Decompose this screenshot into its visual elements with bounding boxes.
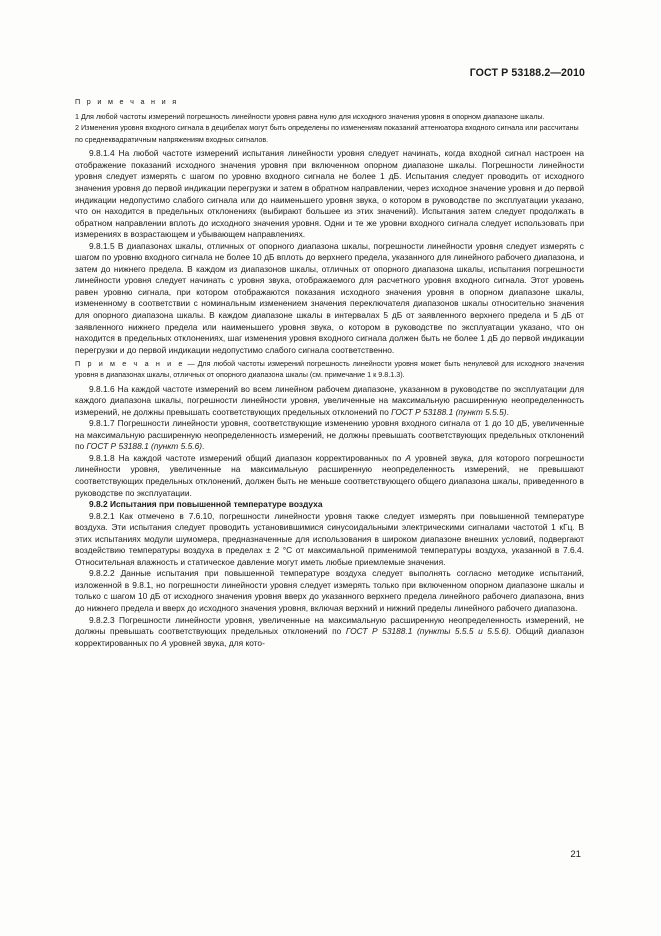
standard-reference: ГОСТ Р 53188.1 xyxy=(391,406,454,417)
clause-9-8-1-8 xyxy=(75,453,584,499)
sentence-end: . xyxy=(506,406,509,417)
section-heading-9-8-2: 9.8.2 Испытания при повышенной температуре воздуха xyxy=(89,499,323,510)
standard-header: ГОСТ Р 53188.2—2010 xyxy=(469,67,585,79)
note-item-2: 2 Изменения уровня входного сигнала в децибелах могут быть определены по изменениям показаний аттенюатора входного сигнала или рассчитаны по среднеквадратичным напряжениям входных сигналов. xyxy=(75,123,579,144)
clause-9-8-2-1: 9.8.2.1 Как отмечено в 7.6.10, погрешности линейности уровня также следует измерять при повышенной температуре воздуха. Эти испытания следует проводить установившимися синусоидальными электрическими сигналами частотой 1 кГц. В этих испытаниях модули шумомера, предназначенные для использования в широком диапазоне внешних условий, подвергают воздействию температуры воздуха в пределах ± 2 °С от максимальной применимой температуры воздуха, указанной в 7.6.4. Относительная влажность и статическое давление могут иметь любые приемлемые значения. xyxy=(75,510,584,567)
standard-reference: ГОСТ Р 53188.1 xyxy=(345,626,413,637)
clause-reference: (пункт 5.5.5) xyxy=(453,406,507,417)
weighting-letter: А xyxy=(161,637,167,648)
page-number: 21 xyxy=(570,849,581,860)
clause-9-8-1-4: 9.8.1.4 На любой частоте измерений испытания линейности уровня следует начинать, когда входной сигнал настроен на отображение показаний исходного значения уровня при включенном опорном диапазоне шкалы. Погрешности линейности уровня следует измерять с шагом по уровню входного сигнала не более 1 дБ. Испытания следует проводить от исходного значения уровня до первой индикации перегрузки и затем в обратном направлении, через исходное значение уровня и до первой индикации недопустимо слабого сигнала или до наименьшего уровня звука, о котором в руководстве по эксплуатации указано, что он находится в предельных отклонениях (выбирают большее из этих значений). Испытания затем следует продолжать в обратном направлении вплоть до исходного значения уровня. Одни и те же уровни входного сигнала следует использовать при измерениях в возрастающем и убывающем направлениях. xyxy=(75,148,584,240)
notes-title: П р и м е ч а н и я xyxy=(75,97,179,106)
clause-9-8-1-6-text: 9.8.1.6 На каждой частоте измерений во всем линейном рабочем диапазоне, указанном в руководстве по эксплуатации для каждого диапазона шкалы, погрешности линейности уровня, увеличенные на максимальную расширенную неопределенность измерений, не должны превышать соответствующих предельных отклонений по xyxy=(75,383,584,417)
clause-9-8-1-5: 9.8.1.5 В диапазонах шкалы, отличных от опорного диапазона шкалы, погрешности линейности уровня следует измерять с шагом по уровню входного сигнала не более 10 дБ вплоть до верхнего предела, указанного для линейного рабочего диапазона, и затем до нижнего предела. В каждом из диапазонов шкалы, отличных от опорного диапазона шкалы, испытания погрешности линейности уровня следует начинать с уровня звука, отображаемого для расчетного уровня входного сигнала. Этот уровень равен уровню сигнала, при котором отображаются показания исходного значения уровня в опорном диапазоне шкалы, измененному в соответствии с номинальным изменением значения переключателя диапазонов шкалы относительно значения для опорного диапазона шкалы. В каждом диапазоне шкалы в интервалах 5 дБ от заявленного верхнего предела и 5 дБ от заявленного нижнего предела или наименьшего уровня звука, о котором в руководстве по эксплуатации указано, что он находится в предельных отклонениях, шаг изменения уровня входного сигнала должен быть не более 1 дБ до первой индикации перегрузки и до первой индикации недопустимо слабого сигнала соответственно. xyxy=(75,240,584,355)
clause-9-8-1-7 xyxy=(75,418,584,453)
clause-reference: (пункт 5.5.6) xyxy=(148,441,203,452)
clause-9-8-1-8-text: 9.8.1.8 На каждой частоте измерений общий диапазон корректированных по xyxy=(89,452,406,463)
clause-9-8-2-3-text-end: уровней звука, для кото- xyxy=(166,637,265,648)
clause-9-8-2-3-text: 9.8.2.3 Погрешности линейности уровня, увеличенные на максимальную расширенную неопределенность измерений, не должны превышать соответствующих предельных отклонений по xyxy=(75,614,584,637)
note-mid-label: П р и м е ч а н и е xyxy=(75,359,185,369)
weighting-letter: А xyxy=(405,452,411,463)
clause-9-8-1-6 xyxy=(75,384,584,419)
clause-reference: (пункты 5.5.5 и 5.5.6) xyxy=(412,626,509,637)
note-mid xyxy=(75,358,584,380)
clause-9-8-2-3-text-cont: . Общий диапазон корректированных по xyxy=(75,626,584,648)
note-item-1: 1 Для любой частоты измерений погрешность линейности уровня равна нулю для исходного значения уровня в опорном диапазоне шкалы. xyxy=(75,111,545,121)
clause-9-8-2-3 xyxy=(75,615,584,650)
standard-reference: ГОСТ Р 53188.1 xyxy=(86,441,149,452)
page-body xyxy=(75,96,584,649)
clause-9-8-1-8-text-cont: уровней звука, для которого погрешности линейности уровня, увеличенные на максимальную расширенную неопределенность измерений, не превышают соответствующих предельных отклонений, должен быть не меньше соответствующего общего диапазона шкалы, приведенного в руководстве по эксплуатации. xyxy=(75,452,584,498)
notes-top xyxy=(75,96,584,145)
clause-9-8-1-7-text: 9.8.1.7 Погрешности линейности уровня, соответствующие изменению уровня входного сигнала от 1 до 10 дБ, увеличенные на максимальную расширенную неопределенность измерений, не должны превышать соответствующих предельных отклонений по xyxy=(75,418,584,452)
sentence-end: . xyxy=(202,441,205,452)
clause-9-8-2-2: 9.8.2.2 Данные испытания при повышенной температуре воздуха следует выполнять согласно методике испытаний, изложенной в 9.8.1, но погрешности линейности уровня следует измерять только при включенном опорном диапазоне шкалы и только с шагом 10 дБ от исходного значения уровня вверх до указанного верхнего предела линейного рабочего диапазона, вниз до нижнего предела и вверх до исходного значения уровня, включая верхний и нижний пределы линейного рабочего диапазона. xyxy=(75,568,584,614)
note-mid-text: — Для любой частоты измерений погрешность линейности уровня может быть ненулевой для исходного значения уровня в диапазонах шкалы, отличных от опорного диапазона шкалы (см. примечание 1 к 9.8.1.3). xyxy=(75,359,584,380)
